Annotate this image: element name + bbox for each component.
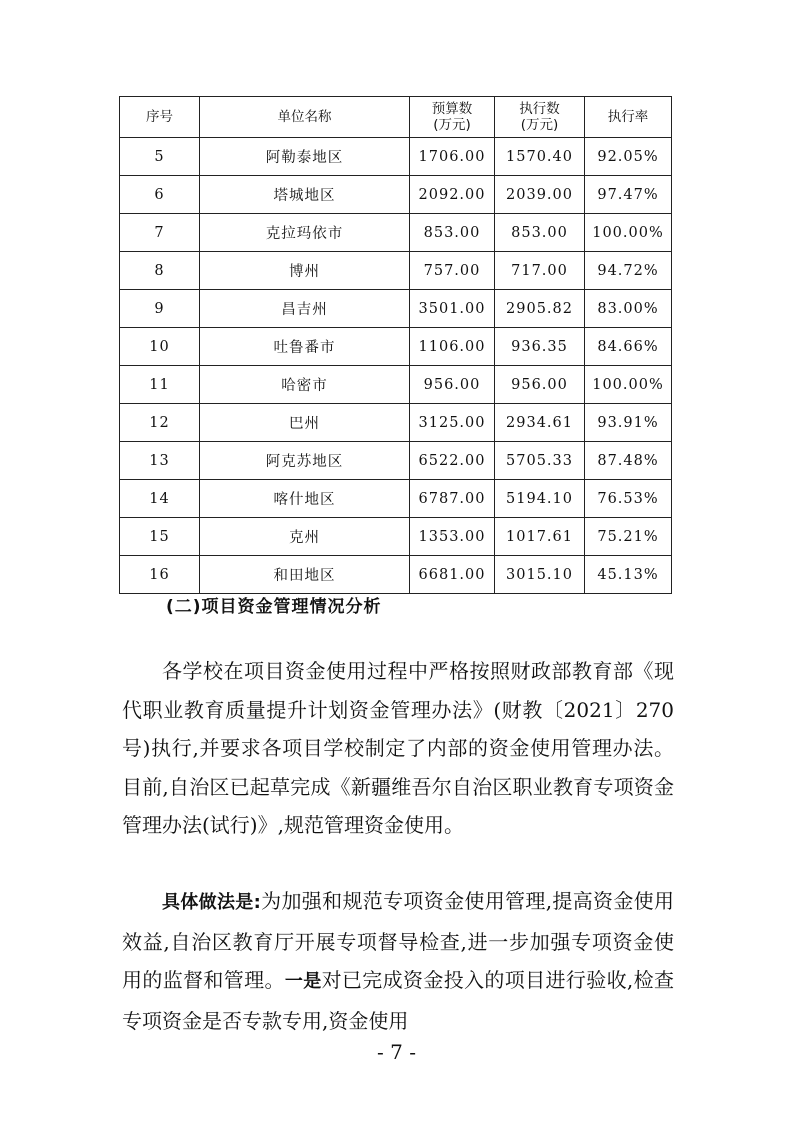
cell-rate: 45.13% bbox=[585, 556, 672, 594]
cell-index: 14 bbox=[120, 480, 200, 518]
table-row bbox=[120, 480, 672, 518]
section-heading: (二)项目资金管理情况分析 bbox=[166, 597, 382, 617]
table-row bbox=[120, 518, 672, 556]
cell-index: 6 bbox=[120, 176, 200, 214]
cell-executed: 956.00 bbox=[495, 366, 585, 404]
cell-index: 10 bbox=[120, 328, 200, 366]
table-row bbox=[120, 214, 672, 252]
cell-unit: 喀什地区 bbox=[200, 480, 410, 518]
cell-executed: 3015.10 bbox=[495, 556, 585, 594]
header-budget-line2: (万元) bbox=[433, 117, 471, 133]
cell-unit: 阿勒泰地区 bbox=[200, 138, 410, 176]
cell-index: 7 bbox=[120, 214, 200, 252]
table-row bbox=[120, 366, 672, 404]
table-row bbox=[120, 290, 672, 328]
cell-index: 12 bbox=[120, 404, 200, 442]
cell-unit: 阿克苏地区 bbox=[200, 442, 410, 480]
header-budget bbox=[410, 97, 495, 138]
cell-rate: 83.00% bbox=[585, 290, 672, 328]
cell-executed: 2934.61 bbox=[495, 404, 585, 442]
cell-unit: 克州 bbox=[200, 518, 410, 556]
header-executed bbox=[495, 97, 585, 138]
cell-budget: 1706.00 bbox=[410, 138, 495, 176]
table-row bbox=[120, 138, 672, 176]
cell-rate: 75.21% bbox=[585, 518, 672, 556]
cell-rate: 87.48% bbox=[585, 442, 672, 480]
cell-rate: 93.91% bbox=[585, 404, 672, 442]
cell-executed: 2039.00 bbox=[495, 176, 585, 214]
cell-budget: 6522.00 bbox=[410, 442, 495, 480]
cell-index: 15 bbox=[120, 518, 200, 556]
cell-executed: 2905.82 bbox=[495, 290, 585, 328]
header-index: 序号 bbox=[120, 97, 200, 138]
cell-executed: 1570.40 bbox=[495, 138, 585, 176]
body-paragraph-2 bbox=[122, 882, 674, 1040]
cell-executed: 936.35 bbox=[495, 328, 585, 366]
cell-executed: 5705.33 bbox=[495, 442, 585, 480]
cell-rate: 100.00% bbox=[585, 214, 672, 252]
cell-budget: 956.00 bbox=[410, 366, 495, 404]
paragraph-inline-bold: 一是 bbox=[284, 971, 322, 992]
cell-unit: 哈密市 bbox=[200, 366, 410, 404]
cell-budget: 6787.00 bbox=[410, 480, 495, 518]
cell-rate: 84.66% bbox=[585, 328, 672, 366]
header-executed-line1: 执行数 bbox=[519, 101, 560, 117]
cell-unit: 塔城地区 bbox=[200, 176, 410, 214]
funds-execution-table-container bbox=[119, 96, 671, 594]
cell-budget: 1106.00 bbox=[410, 328, 495, 366]
cell-index: 13 bbox=[120, 442, 200, 480]
header-budget-line1: 预算数 bbox=[431, 101, 473, 117]
page-number: - 7 - bbox=[377, 1040, 416, 1064]
table-row bbox=[120, 556, 672, 594]
table-row bbox=[120, 404, 672, 442]
paragraph-text-1: 为加强和规范专项资金使用管理,提高资金使用效益,自治区教育厅开展专项督导检查,进一步加强专项资金使用的监督和管理。 bbox=[122, 889, 675, 992]
cell-executed: 5194.10 bbox=[495, 480, 585, 518]
cell-rate: 100.00% bbox=[585, 366, 672, 404]
cell-index: 8 bbox=[120, 252, 200, 290]
paragraph-lead-bold: 具体做法是: bbox=[162, 892, 261, 913]
cell-unit: 昌吉州 bbox=[200, 290, 410, 328]
header-executed-line2: (万元) bbox=[520, 117, 559, 133]
table-row bbox=[120, 442, 672, 480]
cell-executed: 717.00 bbox=[495, 252, 585, 290]
table-row bbox=[120, 328, 672, 366]
cell-budget: 3501.00 bbox=[410, 290, 495, 328]
cell-budget: 853.00 bbox=[410, 214, 495, 252]
cell-index: 5 bbox=[120, 138, 200, 176]
table-row bbox=[120, 176, 672, 214]
table-row bbox=[120, 252, 672, 290]
cell-rate: 92.05% bbox=[585, 138, 672, 176]
cell-rate: 97.47% bbox=[585, 176, 672, 214]
cell-unit: 和田地区 bbox=[200, 556, 410, 594]
cell-budget: 6681.00 bbox=[410, 556, 495, 594]
table-header-row bbox=[120, 97, 672, 138]
cell-index: 9 bbox=[120, 290, 200, 328]
cell-executed: 1017.61 bbox=[495, 518, 585, 556]
cell-unit: 巴州 bbox=[200, 404, 410, 442]
cell-budget: 1353.00 bbox=[410, 518, 495, 556]
cell-unit: 克拉玛依市 bbox=[200, 214, 410, 252]
paragraph-text-2: 对已完成资金投入的项目进行验收,检查专项资金是否专款专用,资金使用 bbox=[122, 968, 675, 1033]
cell-budget: 3125.00 bbox=[410, 404, 495, 442]
cell-unit: 吐鲁番市 bbox=[200, 328, 410, 366]
cell-budget: 757.00 bbox=[410, 252, 495, 290]
cell-rate: 94.72% bbox=[585, 252, 672, 290]
cell-index: 16 bbox=[120, 556, 200, 594]
header-unit: 单位名称 bbox=[200, 97, 410, 138]
header-rate: 执行率 bbox=[585, 97, 672, 138]
funds-execution-table bbox=[119, 96, 672, 594]
cell-unit: 博州 bbox=[200, 252, 410, 290]
cell-rate: 76.53% bbox=[585, 480, 672, 518]
body-paragraph-1: 各学校在项目资金使用过程中严格按照财政部教育部《现代职业教育质量提升计划资金管理办法》(财教〔2021〕270号)执行,并要求各项目学校制定了内部的资金使用管理办法。目前,自治区已起草完成《新疆维吾尔自治区职业教育专项资金管理办法(试行)》,规范管理资金使用。 bbox=[122, 659, 674, 837]
cell-index: 11 bbox=[120, 366, 200, 404]
cell-executed: 853.00 bbox=[495, 214, 585, 252]
cell-budget: 2092.00 bbox=[410, 176, 495, 214]
